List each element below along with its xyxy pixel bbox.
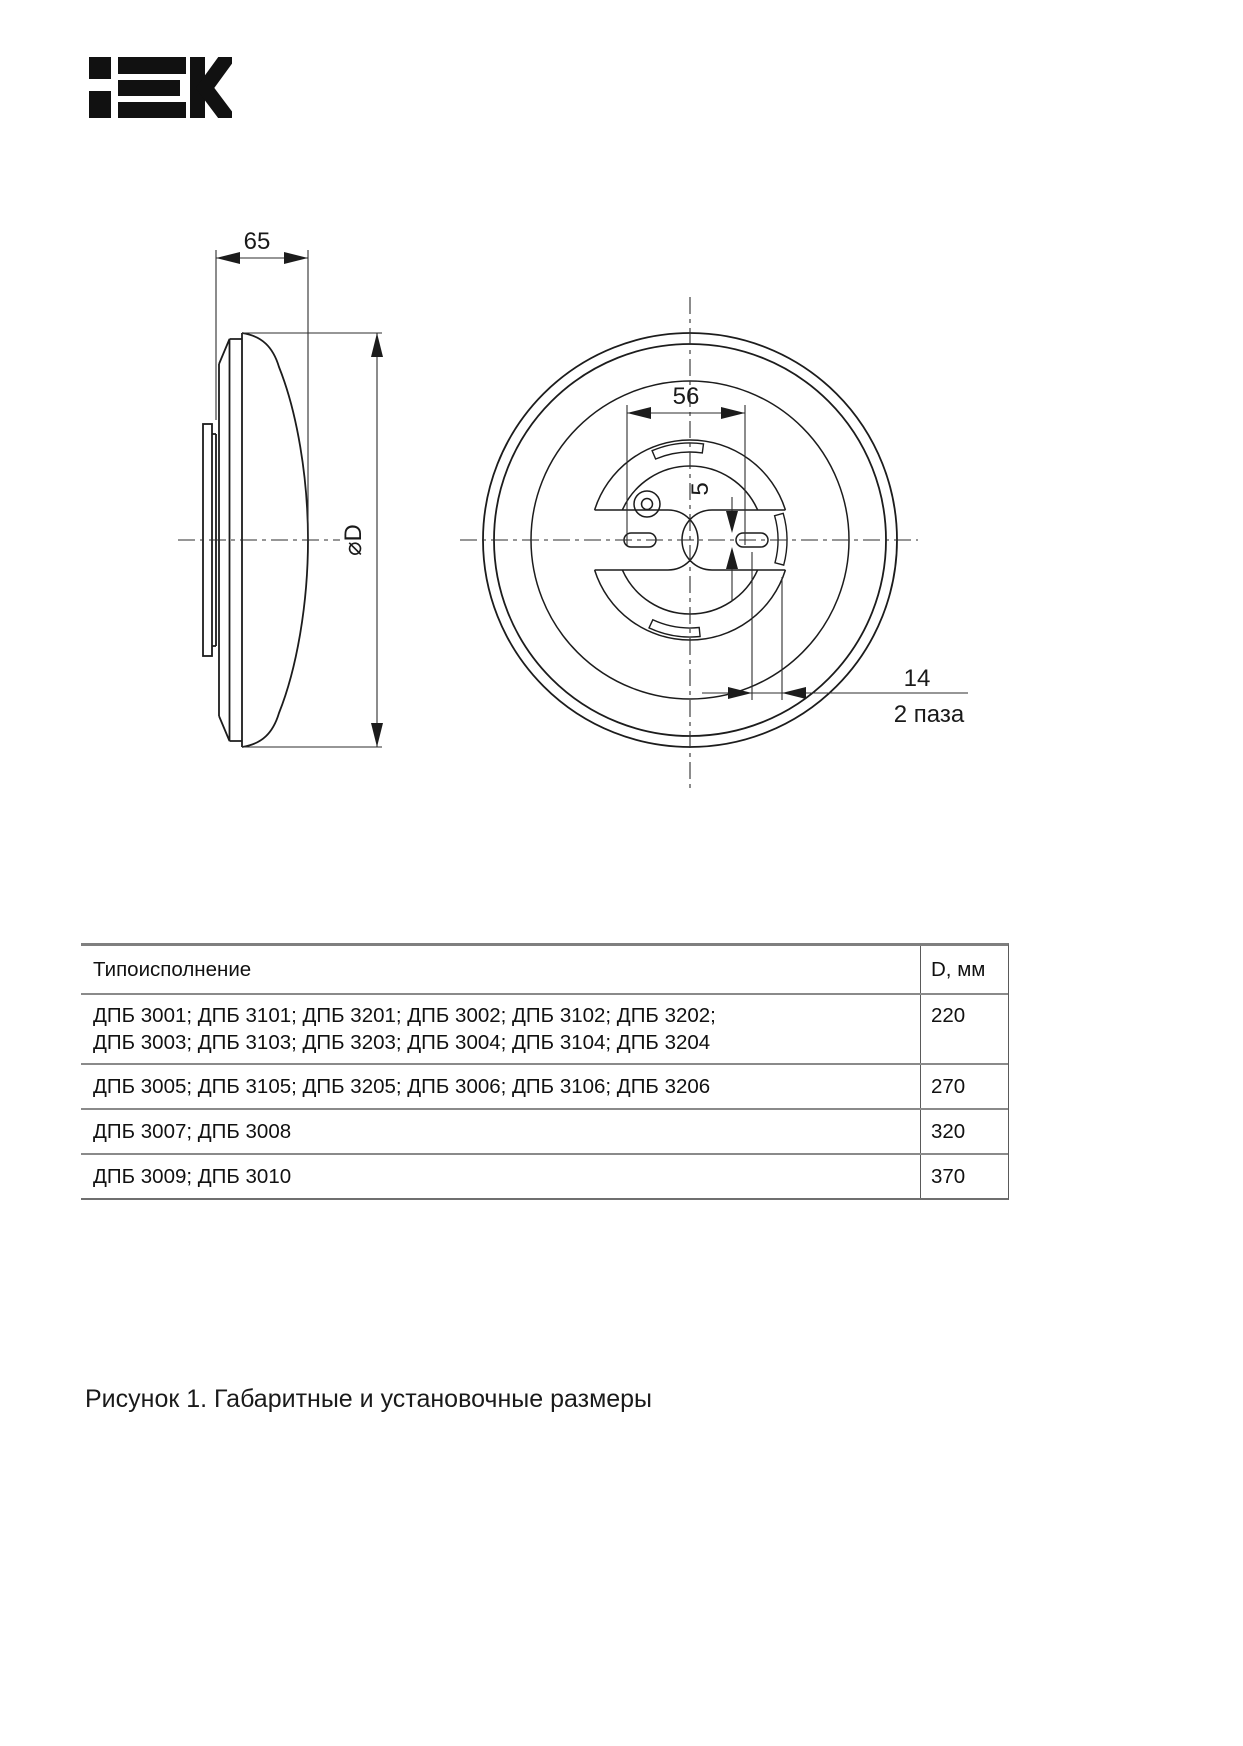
dim-slot-length-14: 14 bbox=[903, 665, 931, 692]
dim-width-65: 65 bbox=[243, 228, 271, 255]
table-cell-models bbox=[81, 995, 920, 1063]
table-cell-models: ДПБ 3009; ДПБ 3010 bbox=[93, 1165, 292, 1188]
dim-holes-spacing-56: 56 bbox=[672, 383, 700, 410]
table-header-diameter: D, мм bbox=[920, 946, 1007, 993]
logo-e-bar bbox=[118, 80, 180, 96]
table-header-row bbox=[81, 946, 1008, 993]
table-row bbox=[81, 993, 1008, 1063]
dim-diameter-label: ⌀D bbox=[340, 524, 367, 556]
table-cell-diameter: 220 bbox=[920, 995, 1007, 1063]
table-cell-models: ДПБ 3007; ДПБ 3008 bbox=[93, 1120, 292, 1143]
table-header-type: Типоисполнение bbox=[93, 958, 252, 981]
slots-count-note: 2 паза bbox=[893, 701, 965, 728]
screw-hole bbox=[634, 491, 660, 517]
logo-k-chevron bbox=[205, 55, 229, 120]
spec-table bbox=[81, 943, 1009, 1200]
iek-logo bbox=[89, 55, 229, 120]
models-line: ДПБ 3001; ДПБ 3101; ДПБ 3201; ДПБ 3002; ДПБ 3102; ДПБ 3202; bbox=[93, 1004, 716, 1027]
figure-caption: Рисунок 1. Габаритные и установочные размеры bbox=[85, 1385, 653, 1413]
dim-slot-width-5: 5 bbox=[687, 482, 714, 496]
logo-i-stem bbox=[89, 91, 111, 118]
models-line: ДПБ 3003; ДПБ 3103; ДПБ 3203; ДПБ 3004; ДПБ 3104; ДПБ 3204 bbox=[93, 1031, 711, 1054]
logo-e-bar bbox=[118, 102, 186, 118]
table-row bbox=[81, 1063, 1008, 1108]
table-cell-diameter: 370 bbox=[920, 1155, 1007, 1198]
table-row bbox=[81, 1108, 1008, 1153]
table-cell-models: ДПБ 3005; ДПБ 3105; ДПБ 3205; ДПБ 3006; ДПБ 3106; ДПБ 3206 bbox=[93, 1075, 711, 1098]
logo-i-dot bbox=[89, 57, 111, 79]
front-view-drawing bbox=[460, 297, 968, 789]
table-cell-diameter: 270 bbox=[920, 1065, 1007, 1108]
table-row bbox=[81, 1153, 1008, 1198]
table-cell-diameter: 320 bbox=[920, 1110, 1007, 1153]
side-view-drawing bbox=[178, 228, 383, 747]
logo-e-bar bbox=[118, 57, 186, 74]
